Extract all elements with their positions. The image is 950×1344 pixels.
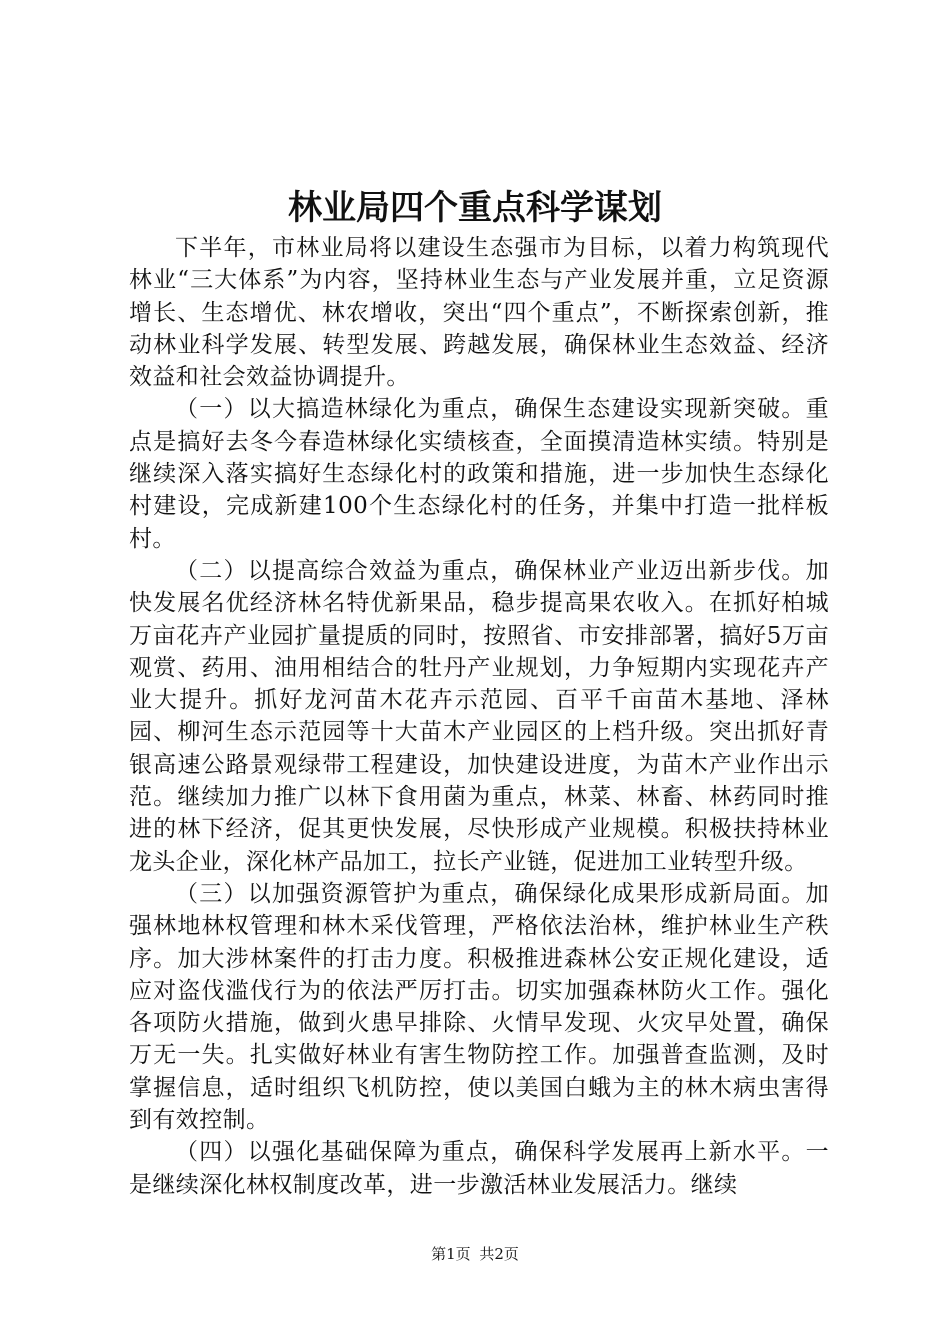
paragraph-section-3: （三）以加强资源管护为重点，确保绿化成果形成新局面。加强林地林权管理和林木采伐管理，严格依法治林，维护林业生产秩序。加大涉林案件的打击力度。积极推进森林公安正规化建设，适应对盗伐滥伐行为的依法严厉打击。切实加强森林防火工作。强化各项防火措施，做到火患早排除、火情早发现、火灾早处置，确保万无一失。扎实做好林业有害生物防控工作。加强普查监测，及时掌握信息，适时组织飞机防控，使以美国白蛾为主的林木病虫害得到有效控制。 <box>129 880 829 1134</box>
page-total: 共2页 <box>479 1245 519 1263</box>
document-title: 林业局四个重点科学谋划 <box>288 188 662 228</box>
paragraph-section-4: （四）以强化基础保障为重点，确保科学发展再上新水平。一是继续深化林权制度改革，进一步激活林业发展活力。继续 <box>129 1139 829 1198</box>
paragraph-intro: 下半年，市林业局将以建设生态强市为目标，以着力构筑现代林业“三大体系”为内容，坚持林业生态与产业发展并重，立足资源增长、生态增优、林农增收，突出“四个重点”，不断探索创新，推动林业科学发展、转型发展、跨越发展，确保林业生态效益、经济效益和社会效益协调提升。 <box>129 235 829 391</box>
page-number: 第1页 <box>431 1245 471 1263</box>
paragraph-section-1: （一）以大搞造林绿化为重点，确保生态建设实现新突破。重点是搞好去冬今春造林绿化实绩核查，全面摸清造林实绩。特别是继续深入落实搞好生态绿化村的政策和措施，进一步加快生态绿化村建设，完成新建100个生态绿化村的任务，并集中打造一批样板村。 <box>129 396 829 552</box>
page-footer <box>0 1244 950 1264</box>
document-body <box>129 232 829 1201</box>
paragraph-section-2: （二）以提高综合效益为重点，确保林业产业迈出新步伐。加快发展名优经济林名特优新果品，稳步提高果农收入。在抓好柏城万亩花卉产业园扩量提质的同时，按照省、市安排部署，搞好5万亩观赏、药用、油用相结合的牡丹产业规划，力争短期内实现花卉产业大提升。抓好龙河苗木花卉示范园、百平千亩苗木基地、泽林园、柳河生态示范园等十大苗木产业园区的上档升级。突出抓好青银高速公路景观绿带工程建设，加快建设进度，为苗木产业作出示范。继续加力推广以林下食用菌为重点，林菜、林畜、林药同时推进的林下经济，促其更快发展，尽快形成产业规模。积极扶持林业龙头企业，深化林产品加工，拉长产业链，促进加工业转型升级。 <box>129 557 829 875</box>
